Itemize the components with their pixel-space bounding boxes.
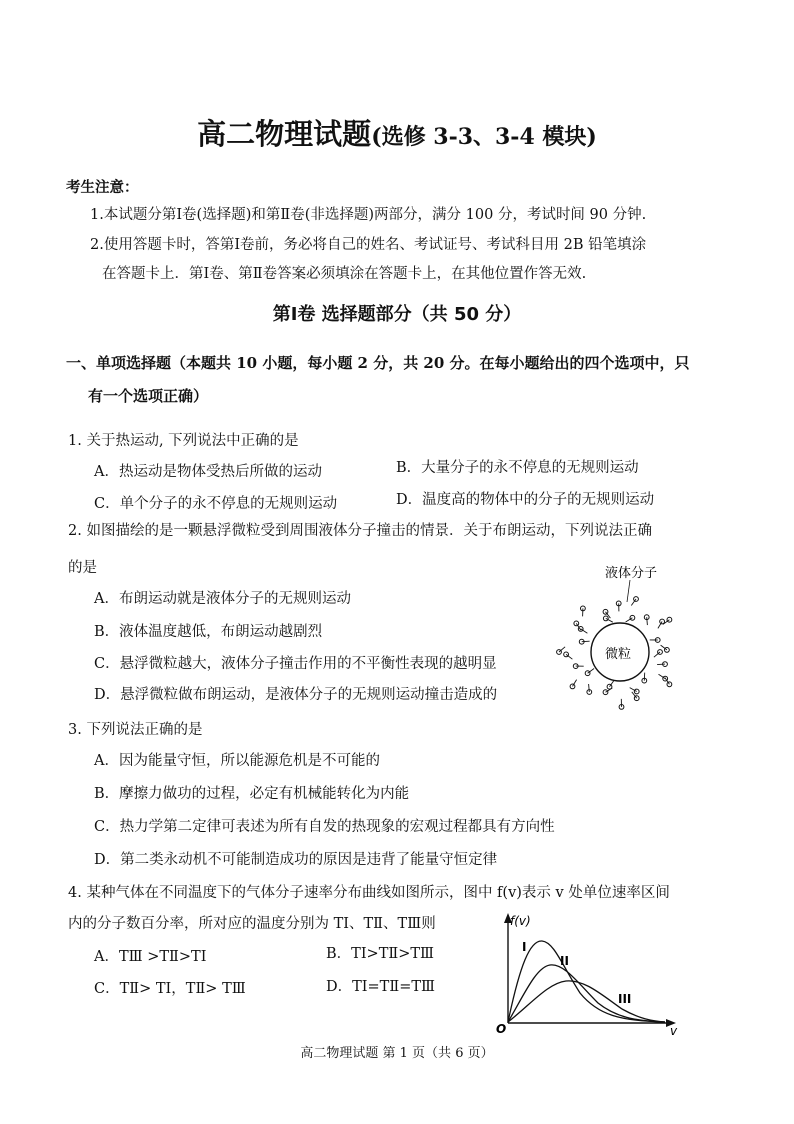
page-title [0,112,794,153]
curve-label-II: II [560,954,569,968]
q3-option-a: A．因为能量守恒，所以能源危机是不可能的 [94,753,380,769]
q3-option-d: D．第二类永动机不可能制造成功的原因是违背了能量守恒定律 [94,852,498,868]
page-footer: 高二物理试题 第 1 页（共 6 页） [300,1046,494,1061]
notice-line2a: 2.使用答题卡时，答第Ⅰ卷前，务必将自己的姓名、考试证号、考试科目用 2B 铅笔填涂 [90,237,647,253]
title-sub: (选修 3-3、3-4 模块) [371,124,597,150]
molecule-arrow [657,664,665,665]
q2-stem-2: 的是 [68,560,97,576]
q1-option-a: A．热运动是物体受热后所做的运动 [94,464,322,480]
q4-option-d: D．TⅠ=TⅡ=TⅢ [326,979,436,995]
q2-option-a: A．布朗运动就是液体分子的无规则运动 [94,591,351,607]
q3-option-b: B．摩擦力做功的过程，必定有机械能转化为内能 [94,786,410,802]
curve-label-III: III [618,992,632,1006]
q1-option-c: C．单个分子的永不停息的无规则运动 [94,496,338,512]
q2-option-d: D．悬浮微粒做布朗运动，是液体分子的无规则运动撞击造成的 [94,687,498,703]
q2-stem-1: 2. 如图描绘的是一颗悬浮微粒受到周围液体分子撞击的情景．关于布朗运动，下列说法正确 [68,523,652,539]
notice-line1: 1.本试题分第Ⅰ卷(选择题)和第Ⅱ卷(非选择题)两部分，满分 100 分，考试时间 90 分钟. [90,207,647,223]
curve-II [508,965,665,1022]
brownian-figure [545,560,705,710]
section-title: 第Ⅰ卷 选择题部分（共 50 分） [272,304,522,325]
part1-line1: 一、单项选择题（本题共 10 小题，每小题 2 分，共 20 分。在每小题给出的四个选项中，只 [66,354,690,372]
fig-label-particle: 微粒 [605,647,632,662]
q1-option-b: B．大量分子的永不停息的无规则运动 [396,460,639,476]
molecule-arrow [647,617,648,625]
title-main: 高二物理试题 [197,117,372,151]
part1-line2: 有一个选项正确） [88,387,209,405]
q2-option-c: C．悬浮微粒越大，液体分子撞击作用的不平衡性表现的越明显 [94,656,497,672]
q1-option-d: D．温度高的物体中的分子的无规则运动 [396,492,655,508]
notice-heading: 考生注意： [66,179,139,196]
notice-line2b: 在答题卡上．第Ⅰ卷、第Ⅱ卷答案必须填涂在答题卡上，在其他位置作答无效. [102,266,587,282]
q4-stem-1: 4. 某种气体在不同温度下的气体分子速率分布曲线如图所示，图中 f(v)表示 v 处单位速率区间 [68,885,670,901]
q2-option-b: B．液体温度越低，布朗运动越剧烈 [94,624,323,640]
curve-label-I: I [522,940,527,954]
speed-distribution-graph [490,905,690,1035]
molecule-dot [570,684,575,689]
q4-option-b: B．TⅠ>TⅡ>TⅢ [326,946,435,962]
q4-stem-2: 内的分子数百分率，所对应的温度分别为 TⅠ、TⅡ、TⅢ则 [68,916,436,932]
molecule-arrow [589,684,590,692]
graph-origin: O [496,1022,507,1035]
molecule-arrow [582,641,590,642]
graph-xlabel: v [670,1024,678,1035]
molecule-dot [667,682,672,687]
q1-stem: 1. 关于热运动, 下列说法中正确的是 [68,433,299,449]
molecule-pointer [627,580,630,602]
fig-label-molecule: 液体分子 [605,566,658,581]
q3-stem: 3. 下列说法正确的是 [68,722,203,738]
curve-III [508,981,665,1022]
q4-option-a: A．TⅢ >TⅡ>TⅠ [94,949,207,965]
q3-option-c: C．热力学第二定律可表述为所有自发的热现象的宏观过程都具有方向性 [94,819,555,835]
graph-ylabel: f(v) [510,914,531,928]
q4-option-c: C．TⅡ> TⅠ，TⅡ> TⅢ [94,981,246,997]
